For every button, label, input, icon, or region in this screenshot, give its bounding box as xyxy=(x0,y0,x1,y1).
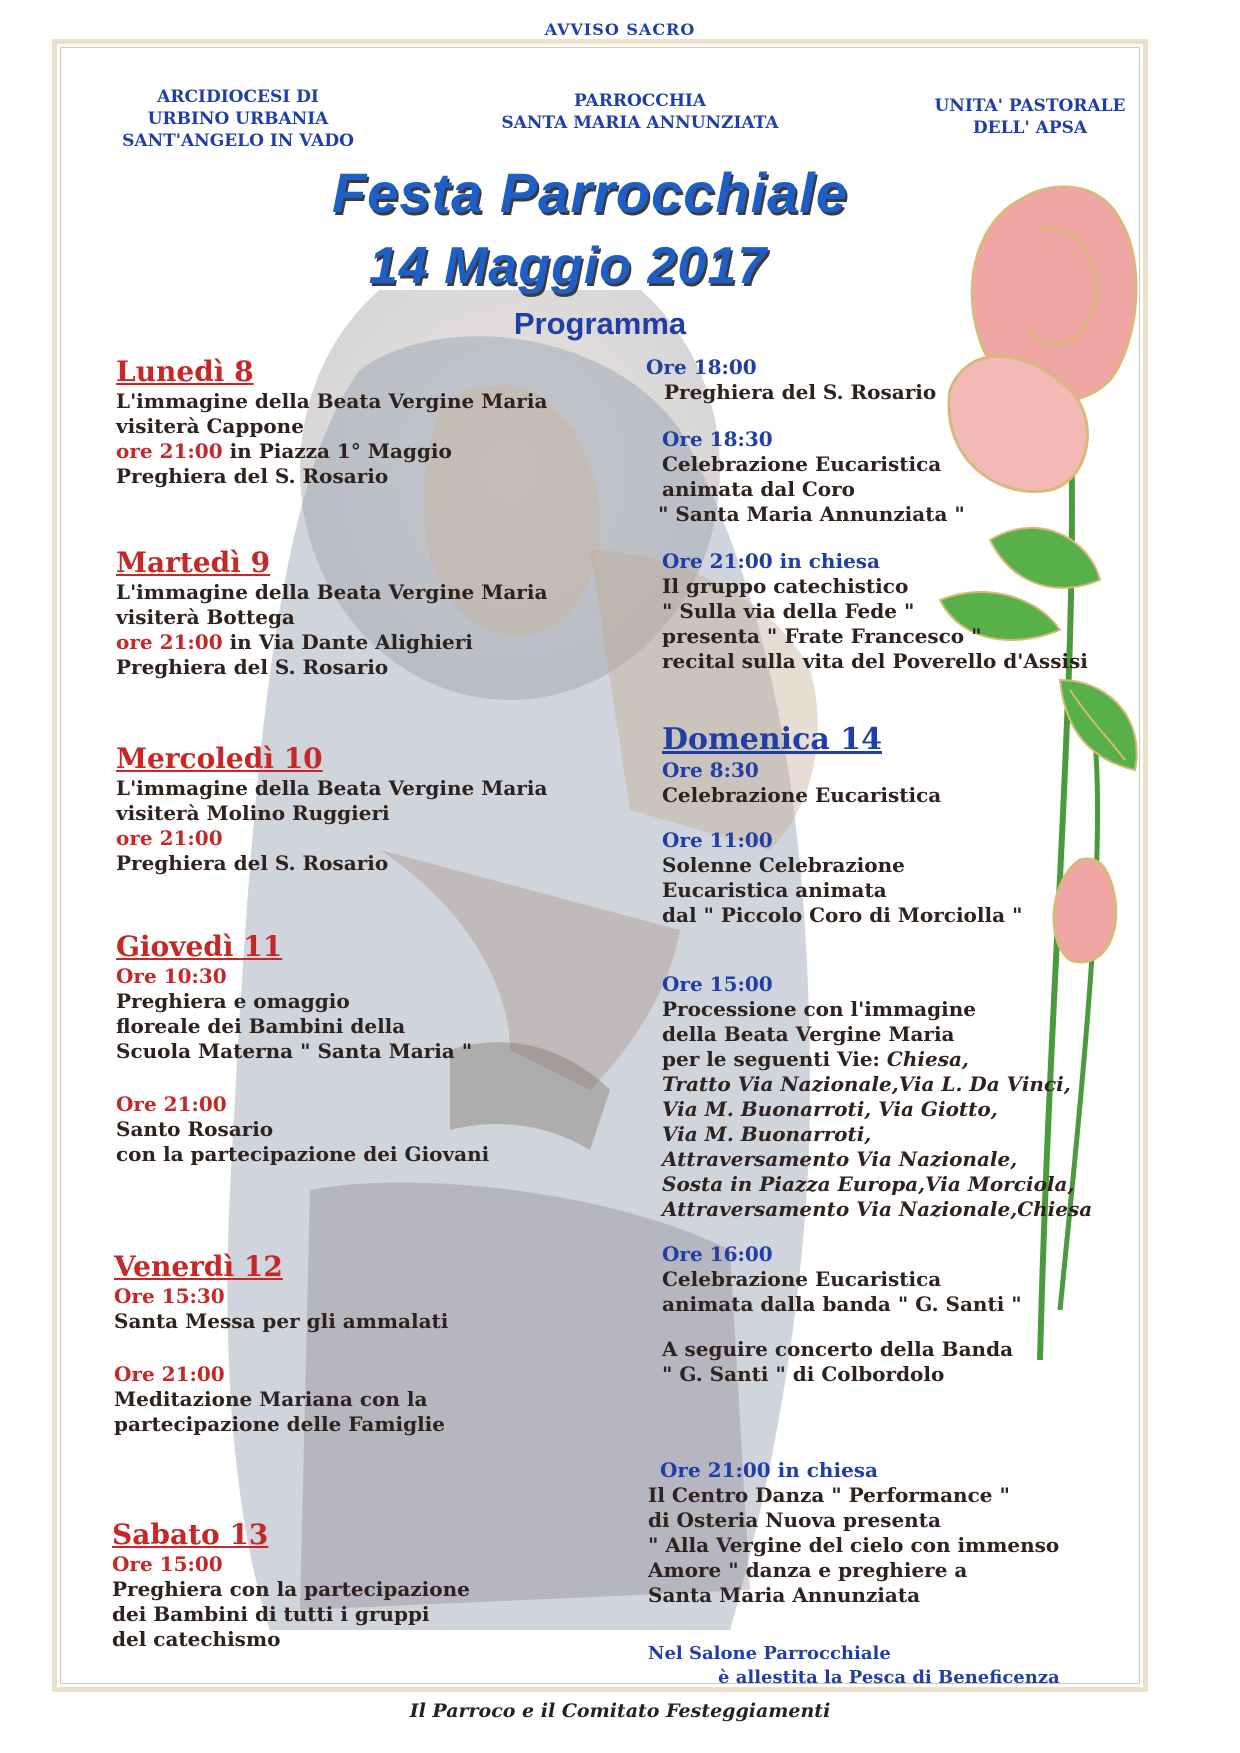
time: Ore 8:30 xyxy=(662,758,759,782)
text-line: Via M. Buonarroti, xyxy=(662,1122,872,1146)
text-line: animata dal Coro xyxy=(662,477,856,501)
text-line: Preghiera del S. Rosario xyxy=(664,380,937,404)
text-line: " Alla Vergine del cielo con immenso xyxy=(648,1533,1060,1557)
text-line: di Osteria Nuova presenta xyxy=(648,1508,941,1532)
header-parish xyxy=(460,90,820,134)
day-title: Martedì 9 xyxy=(116,546,271,579)
time: ore 21:00 xyxy=(116,439,223,463)
text-line: Santo Rosario xyxy=(116,1117,274,1141)
time: Ore 15:00 xyxy=(662,972,773,996)
text-line: Preghiera del S. Rosario xyxy=(116,851,389,875)
header-left-line: ARCIDIOCESI DI xyxy=(157,87,319,107)
header-right-line: DELL' APSA xyxy=(972,118,1088,138)
text-line: Celebrazione Eucaristica xyxy=(662,783,942,807)
text-line: Tratto Via Nazionale,Via L. Da Vinci, xyxy=(662,1072,1071,1096)
text-line: " G. Santi " di Colbordolo xyxy=(662,1362,945,1386)
time: Ore 21:00 xyxy=(114,1362,225,1386)
notice: AVVISO SACRO xyxy=(544,20,696,39)
text-line: recital sulla vita del Poverello d'Assisi xyxy=(662,649,1088,673)
text-line: dal " Piccolo Coro di Morciolla " xyxy=(662,903,1023,927)
text-line: Attraversamento Via Nazionale,Chiesa xyxy=(662,1197,1093,1221)
text-line: partecipazione delle Famiglie xyxy=(114,1412,446,1436)
time: Ore 11:00 xyxy=(662,828,773,852)
text-line: dei Bambini di tutti i gruppi xyxy=(112,1602,430,1626)
place: in Piazza 1° Maggio xyxy=(222,439,452,463)
text-line: animata dalla banda " G. Santi " xyxy=(662,1292,1022,1316)
time: ore 21:00 xyxy=(116,826,223,850)
header-center-line: SANTA MARIA ANNUNZIATA xyxy=(501,113,779,133)
text-line: Attraversamento Via Nazionale, xyxy=(662,1147,1018,1171)
text-line: Preghiera con la partecipazione xyxy=(112,1577,470,1601)
text-line: Amore " danza e preghiere a xyxy=(648,1558,968,1582)
day-thursday xyxy=(116,930,596,1167)
text-line: L'immagine della Beata Vergine Maria xyxy=(116,776,548,800)
text-span: per le seguenti Vie: xyxy=(662,1047,887,1071)
text-line: Il gruppo catechistico xyxy=(662,574,909,598)
day-sunday xyxy=(662,722,1142,1387)
text-line: Preghiera e omaggio xyxy=(116,989,350,1013)
day-title: Mercoledì 10 xyxy=(116,742,323,775)
time: Ore 18:00 xyxy=(646,355,757,379)
programma-heading: Programma xyxy=(513,306,687,341)
text-line: della Beata Vergine Maria xyxy=(662,1022,955,1046)
text-line: Santa Maria Annunziata xyxy=(648,1583,921,1607)
text-line: Sosta in Piazza Europa,Via Morciola, xyxy=(662,1172,1075,1196)
sunday-evening-event xyxy=(648,1458,1128,1608)
text-line: Via M. Buonarroti, Via Giotto, xyxy=(662,1097,998,1121)
text-line: visiterà Molino Ruggieri xyxy=(116,801,390,825)
time: ore 21:00 xyxy=(116,630,223,654)
day-title: Sabato 13 xyxy=(112,1518,269,1551)
day-title: Lunedì 8 xyxy=(116,355,254,388)
text-line: L'immagine della Beata Vergine Maria xyxy=(116,389,548,413)
text-line: con la partecipazione dei Giovani xyxy=(116,1142,490,1166)
text-line: Eucaristica animata xyxy=(662,878,887,902)
text-line: Scuola Materna " Santa Maria " xyxy=(116,1039,473,1063)
day-tuesday xyxy=(116,546,596,680)
time: Ore 10:30 xyxy=(116,964,227,988)
time: Ore 15:00 xyxy=(112,1552,223,1576)
time: Ore 16:00 xyxy=(662,1242,773,1266)
text-line: Il Centro Danza " Performance " xyxy=(648,1483,1010,1507)
text-line: A seguire concerto della Banda xyxy=(662,1337,1014,1361)
salone-note xyxy=(648,1642,1128,1690)
day-title: Domenica 14 xyxy=(662,722,882,757)
text-line: " Sulla via della Fede " xyxy=(662,599,915,623)
header-pastoral-unit xyxy=(920,95,1140,139)
text-line: visiterà Bottega xyxy=(116,605,295,629)
text-line: floreale dei Bambini della xyxy=(116,1014,406,1038)
text-span: Chiesa, xyxy=(886,1047,969,1071)
header-left-line: URBINO URBANIA xyxy=(147,109,329,129)
header-left-line: SANT'ANGELO IN VADO xyxy=(122,131,354,151)
text-line: " Santa Maria Annunziata " xyxy=(658,502,965,526)
time: Ore 21:00 xyxy=(116,1092,227,1116)
salone-line: è allestita la Pesca di Beneficenza xyxy=(718,1667,1060,1688)
text-line: presenta " Frate Francesco " xyxy=(662,624,982,648)
text-line: Celebrazione Eucaristica xyxy=(662,452,942,476)
text-line: Celebrazione Eucaristica xyxy=(662,1267,942,1291)
text-line: Processione con l'immagine xyxy=(662,997,976,1021)
place: in Via Dante Alighieri xyxy=(222,630,473,654)
time: Ore 21:00 in chiesa xyxy=(662,549,881,573)
day-saturday xyxy=(112,1518,592,1652)
saturday-evening-events xyxy=(646,355,1146,674)
day-title: Venerdì 12 xyxy=(114,1250,283,1283)
festa-date: 14 Maggio 2017 xyxy=(368,237,768,295)
day-monday xyxy=(116,355,596,489)
day-friday xyxy=(114,1250,594,1437)
time: Ore 21:00 in chiesa xyxy=(660,1458,879,1482)
salone-line: Nel Salone Parrocchiale xyxy=(648,1643,891,1664)
header-archdiocese xyxy=(108,86,368,152)
text-line: Santa Messa per gli ammalati xyxy=(114,1309,449,1333)
day-wednesday xyxy=(116,742,596,876)
text-line: Preghiera del S. Rosario xyxy=(116,464,389,488)
text-line: del catechismo xyxy=(112,1627,281,1651)
time-line xyxy=(116,630,596,655)
text-line: Solenne Celebrazione xyxy=(662,853,905,877)
text-line xyxy=(662,1047,1142,1072)
text-line: Preghiera del S. Rosario xyxy=(116,655,389,679)
festa-title: Festa Parrocchiale xyxy=(331,161,849,224)
time: Ore 15:30 xyxy=(114,1284,225,1308)
time-line xyxy=(116,439,596,464)
footer-signature: Il Parroco e il Comitato Festeggiamenti xyxy=(409,1700,831,1722)
time: Ore 18:30 xyxy=(662,427,773,451)
text-line: Meditazione Mariana con la xyxy=(114,1387,428,1411)
header-center-line: PARROCCHIA xyxy=(573,91,707,111)
text-line: visiterà Cappone xyxy=(116,414,304,438)
text-line: L'immagine della Beata Vergine Maria xyxy=(116,580,548,604)
header-right-line: UNITA' PASTORALE xyxy=(934,96,1126,116)
day-title: Giovedì 11 xyxy=(116,930,283,963)
